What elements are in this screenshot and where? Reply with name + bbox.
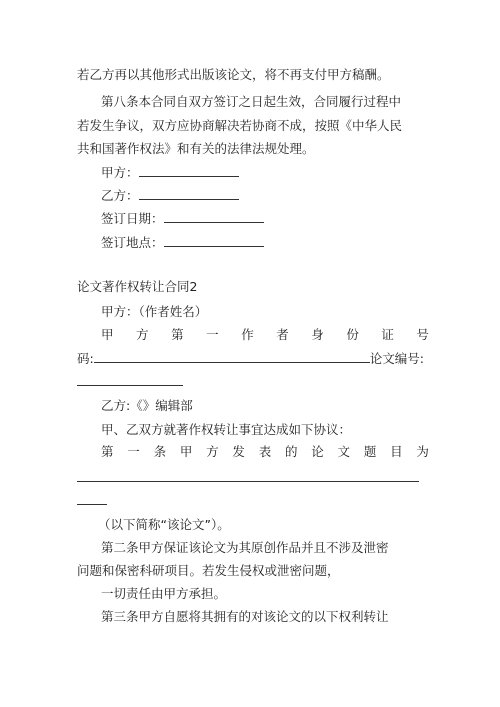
article-1-char: 方 [206, 444, 219, 459]
agreement-line: 甲、乙双方就著作权转让事宜达成如下协议： [101, 422, 352, 437]
title-blank-line [77, 469, 429, 486]
id-char: 第 [171, 327, 184, 342]
party-a-name-line: 甲方：（作者姓名） [101, 304, 208, 319]
id-char: 方 [136, 327, 149, 342]
signature-party-b-label: 乙方： [101, 188, 139, 203]
article-2-line-2: 问题和保密科研项目。若发生侵权或泄密问题， [77, 563, 340, 578]
signing-date-blank [164, 210, 264, 223]
signature-party-a [101, 164, 429, 181]
id-char: 作 [241, 327, 254, 342]
article-1-char: 甲 [179, 444, 193, 459]
signing-date-label: 签订日期： [101, 211, 164, 226]
article-1-char: 的 [284, 444, 298, 459]
id-code-line [77, 350, 429, 367]
paper-number-blank [77, 373, 183, 386]
id-number-spread-line [101, 327, 429, 343]
short-name-line: （以下简称“该论文”）。 [98, 517, 230, 532]
article-8-line-2: 若发生争议，双方应协商解决若协商不成，按照《中华人民 [77, 118, 403, 133]
article-2-line-1: 第二条甲方保证该论文为其原创作品并且不涉及泄密 [101, 540, 389, 555]
id-code-prefix: 码: [77, 351, 94, 366]
article-1-char: 第 [101, 444, 114, 459]
article-8-line-3: 共和国著作权法》和有关的法律法规处理。 [77, 141, 315, 156]
article-1-char: 为 [416, 444, 429, 459]
id-char: 证 [381, 327, 394, 342]
id-char: 身 [311, 327, 324, 342]
article-1-char: 题 [363, 444, 377, 459]
title-blank-line-2 [77, 492, 429, 509]
signature-party-b [101, 187, 429, 204]
id-char: 一 [206, 327, 219, 342]
paper-number-line [77, 373, 429, 390]
article-3-line-1: 第三条甲方自愿将其拥有的对该论文的以下权利转让 [101, 609, 389, 624]
article-1-char: 目 [390, 444, 403, 459]
signing-place-blank [164, 234, 264, 247]
article-1-spread-line [101, 444, 429, 460]
article-2-line-3: 一切责任由甲方承担。 [101, 586, 227, 601]
article-8-line-1: 第八条本合同自双方签订之日起生效，合同履行过程中 [101, 94, 402, 109]
paper-title-blank [77, 469, 419, 482]
article-1-char: 条 [153, 444, 167, 459]
signature-party-b-blank [139, 187, 239, 200]
signature-party-a-label: 甲方： [101, 165, 139, 180]
paragraph-line: 若乙方再以其他形式出版该论文，将不再支付甲方稿酬。 [77, 67, 390, 82]
id-code-blank [94, 350, 370, 363]
article-1-char: 论 [311, 444, 324, 459]
id-char: 份 [346, 327, 359, 342]
signing-place-label: 签订地点： [101, 235, 164, 250]
article-1-char: 表 [258, 444, 272, 459]
section-title: 论文著作权转让合同2 [77, 279, 198, 294]
paper-title-blank-tail [77, 492, 107, 505]
id-char: 号 [416, 327, 429, 342]
signing-place [101, 234, 429, 251]
article-1-char: 文 [337, 444, 351, 459]
signing-date [101, 210, 429, 227]
id-char: 甲 [101, 327, 114, 342]
id-char: 者 [276, 327, 289, 342]
party-b-line: 乙方:《》编辑部 [101, 398, 193, 413]
paper-number-label: 论文编号: [369, 351, 424, 366]
article-1-char: 一 [127, 444, 140, 459]
article-1-char: 发 [232, 444, 245, 459]
signature-party-a-blank [139, 164, 239, 177]
